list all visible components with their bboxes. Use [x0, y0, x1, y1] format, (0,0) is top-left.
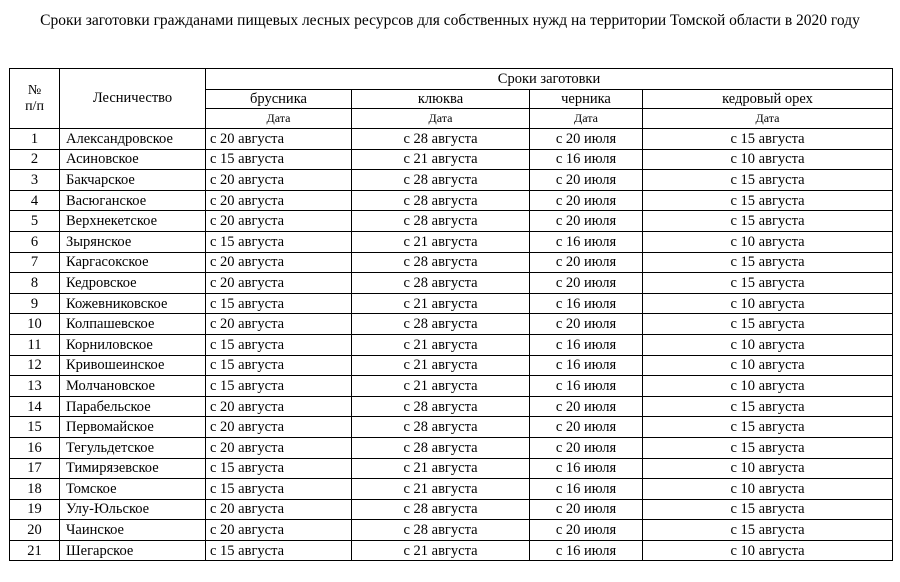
- cedar-nut-date: с 15 августа: [643, 437, 893, 458]
- cedar-nut-date: с 15 августа: [643, 170, 893, 191]
- forestry-name: Бакчарское: [60, 170, 206, 191]
- table-row: [10, 129, 893, 150]
- cranberry-date: с 28 августа: [352, 417, 530, 438]
- row-number: 14: [10, 396, 60, 417]
- cedar-nut-date: с 15 августа: [643, 252, 893, 273]
- table-row: [10, 190, 893, 211]
- cranberry-date: с 28 августа: [352, 211, 530, 232]
- row-number: 1: [10, 129, 60, 150]
- cranberry-date: с 28 августа: [352, 396, 530, 417]
- cranberry-date: с 21 августа: [352, 458, 530, 479]
- forestry-name: Александровское: [60, 129, 206, 150]
- forestry-name: Колпашевское: [60, 314, 206, 335]
- cedar-nut-date: с 15 августа: [643, 190, 893, 211]
- lingonberry-date: с 20 августа: [206, 252, 352, 273]
- table-row: [10, 479, 893, 500]
- cranberry-date: с 28 августа: [352, 499, 530, 520]
- forestry-name: Томское: [60, 479, 206, 500]
- blueberry-date: с 20 июля: [530, 314, 643, 335]
- cedar-nut-date: с 10 августа: [643, 334, 893, 355]
- table-row: [10, 437, 893, 458]
- forestry-name: Шегарское: [60, 540, 206, 561]
- blueberry-date: с 20 июля: [530, 129, 643, 150]
- row-number: 8: [10, 273, 60, 294]
- table-row: [10, 499, 893, 520]
- cedar-nut-date: с 15 августа: [643, 396, 893, 417]
- cranberry-date: с 28 августа: [352, 437, 530, 458]
- blueberry-date: с 16 июля: [530, 231, 643, 252]
- forestry-name: Молчановское: [60, 376, 206, 397]
- row-number: 20: [10, 520, 60, 541]
- row-number: 7: [10, 252, 60, 273]
- table-row: [10, 273, 893, 294]
- cedar-nut-date: с 15 августа: [643, 211, 893, 232]
- lingonberry-date: с 15 августа: [206, 334, 352, 355]
- header-number-line2: п/п: [25, 98, 44, 114]
- cedar-nut-date: с 10 августа: [643, 355, 893, 376]
- lingonberry-date: с 20 августа: [206, 273, 352, 294]
- row-number: 21: [10, 540, 60, 561]
- cranberry-date: с 28 августа: [352, 520, 530, 541]
- document-title: Сроки заготовки гражданами пищевых лесных ресурсов для собственных нужд на территории Томской области в 2020 году: [40, 12, 860, 29]
- forestry-name: Корниловское: [60, 334, 206, 355]
- cranberry-date: с 21 августа: [352, 231, 530, 252]
- blueberry-date: с 16 июля: [530, 355, 643, 376]
- blueberry-date: с 16 июля: [530, 479, 643, 500]
- blueberry-date: с 20 июля: [530, 273, 643, 294]
- cedar-nut-date: с 10 августа: [643, 149, 893, 170]
- table-row: [10, 540, 893, 561]
- row-number: 2: [10, 149, 60, 170]
- table-row: [10, 458, 893, 479]
- cedar-nut-date: с 15 августа: [643, 129, 893, 150]
- lingonberry-date: с 15 августа: [206, 479, 352, 500]
- blueberry-date: с 16 июля: [530, 540, 643, 561]
- cedar-nut-date: с 10 августа: [643, 376, 893, 397]
- cedar-nut-date: с 10 августа: [643, 231, 893, 252]
- row-number: 13: [10, 376, 60, 397]
- cranberry-date: с 28 августа: [352, 129, 530, 150]
- row-number: 4: [10, 190, 60, 211]
- cranberry-date: с 21 августа: [352, 293, 530, 314]
- cranberry-date: с 21 августа: [352, 334, 530, 355]
- cedar-nut-date: с 10 августа: [643, 293, 893, 314]
- blueberry-date: с 20 июля: [530, 396, 643, 417]
- cranberry-date: с 28 августа: [352, 252, 530, 273]
- header-cranberry: клюква: [352, 90, 530, 109]
- table-row: [10, 396, 893, 417]
- table-row: [10, 334, 893, 355]
- cedar-nut-date: с 10 августа: [643, 540, 893, 561]
- lingonberry-date: с 15 августа: [206, 355, 352, 376]
- forestry-name: Кожевниковское: [60, 293, 206, 314]
- forestry-name: Парабельское: [60, 396, 206, 417]
- cedar-nut-date: с 10 августа: [643, 458, 893, 479]
- lingonberry-date: с 20 августа: [206, 396, 352, 417]
- blueberry-date: с 20 июля: [530, 211, 643, 232]
- forestry-name: Тегульдетское: [60, 437, 206, 458]
- cranberry-date: с 21 августа: [352, 479, 530, 500]
- cedar-nut-date: с 15 августа: [643, 314, 893, 335]
- table-row: [10, 355, 893, 376]
- lingonberry-date: с 20 августа: [206, 211, 352, 232]
- table-row: [10, 170, 893, 191]
- blueberry-date: с 16 июля: [530, 293, 643, 314]
- lingonberry-date: с 20 августа: [206, 499, 352, 520]
- forestry-name: Чаинское: [60, 520, 206, 541]
- lingonberry-date: с 20 августа: [206, 520, 352, 541]
- blueberry-date: с 16 июля: [530, 376, 643, 397]
- lingonberry-date: с 20 августа: [206, 170, 352, 191]
- cedar-nut-date: с 10 августа: [643, 479, 893, 500]
- cedar-nut-date: с 15 августа: [643, 499, 893, 520]
- header-forestry: Лесничество: [60, 69, 206, 129]
- header-date: Дата: [352, 109, 530, 129]
- header-lingonberry: брусника: [206, 90, 352, 109]
- lingonberry-date: с 20 августа: [206, 437, 352, 458]
- row-number: 17: [10, 458, 60, 479]
- forestry-name: Асиновское: [60, 149, 206, 170]
- row-number: 16: [10, 437, 60, 458]
- row-number: 6: [10, 231, 60, 252]
- cranberry-date: с 28 августа: [352, 170, 530, 191]
- forestry-name: Кедровское: [60, 273, 206, 294]
- header-harvest-dates-group: Сроки заготовки: [206, 69, 893, 90]
- forestry-name: Первомайское: [60, 417, 206, 438]
- cranberry-date: с 28 августа: [352, 190, 530, 211]
- table-row: [10, 293, 893, 314]
- table-row: [10, 252, 893, 273]
- blueberry-date: с 20 июля: [530, 520, 643, 541]
- table-row: [10, 211, 893, 232]
- cranberry-date: с 21 августа: [352, 149, 530, 170]
- header-date: Дата: [530, 109, 643, 129]
- header-blueberry: черника: [530, 90, 643, 109]
- cedar-nut-date: с 15 августа: [643, 417, 893, 438]
- row-number: 19: [10, 499, 60, 520]
- row-number: 12: [10, 355, 60, 376]
- lingonberry-date: с 15 августа: [206, 458, 352, 479]
- lingonberry-date: с 15 августа: [206, 376, 352, 397]
- row-number: 3: [10, 170, 60, 191]
- cranberry-date: с 21 августа: [352, 540, 530, 561]
- lingonberry-date: с 20 августа: [206, 314, 352, 335]
- forestry-name: Васюганское: [60, 190, 206, 211]
- blueberry-date: с 20 июля: [530, 499, 643, 520]
- forestry-name: Кривошеинское: [60, 355, 206, 376]
- blueberry-date: с 20 июля: [530, 417, 643, 438]
- forestry-name: Тимирязевское: [60, 458, 206, 479]
- row-number: 18: [10, 479, 60, 500]
- header-date: Дата: [643, 109, 893, 129]
- blueberry-date: с 20 июля: [530, 170, 643, 191]
- blueberry-date: с 16 июля: [530, 458, 643, 479]
- lingonberry-date: с 20 августа: [206, 190, 352, 211]
- table-row: [10, 376, 893, 397]
- cranberry-date: с 21 августа: [352, 355, 530, 376]
- header-number-line1: №: [27, 82, 42, 98]
- forestry-name: Зырянское: [60, 231, 206, 252]
- lingonberry-date: с 15 августа: [206, 540, 352, 561]
- cedar-nut-date: с 15 августа: [643, 273, 893, 294]
- header-cedar-nut: кедровый орех: [643, 90, 893, 109]
- header-date: Дата: [206, 109, 352, 129]
- forestry-name: Верхнекетское: [60, 211, 206, 232]
- table-row: [10, 149, 893, 170]
- blueberry-date: с 16 июля: [530, 334, 643, 355]
- row-number: 9: [10, 293, 60, 314]
- lingonberry-date: с 20 августа: [206, 417, 352, 438]
- table-row: [10, 314, 893, 335]
- lingonberry-date: с 15 августа: [206, 231, 352, 252]
- cranberry-date: с 21 августа: [352, 376, 530, 397]
- blueberry-date: с 16 июля: [530, 149, 643, 170]
- table-row: [10, 231, 893, 252]
- forestry-name: Каргасокское: [60, 252, 206, 273]
- blueberry-date: с 20 июля: [530, 437, 643, 458]
- row-number: 11: [10, 334, 60, 355]
- lingonberry-date: с 15 августа: [206, 149, 352, 170]
- blueberry-date: с 20 июля: [530, 252, 643, 273]
- table-row: [10, 520, 893, 541]
- lingonberry-date: с 15 августа: [206, 293, 352, 314]
- row-number: 10: [10, 314, 60, 335]
- harvest-dates-table: [9, 68, 893, 561]
- blueberry-date: с 20 июля: [530, 190, 643, 211]
- cedar-nut-date: с 15 августа: [643, 520, 893, 541]
- cranberry-date: с 28 августа: [352, 273, 530, 294]
- cranberry-date: с 28 августа: [352, 314, 530, 335]
- forestry-name: Улу-Юльское: [60, 499, 206, 520]
- row-number: 15: [10, 417, 60, 438]
- table-row: [10, 417, 893, 438]
- header-number: [10, 69, 60, 129]
- row-number: 5: [10, 211, 60, 232]
- lingonberry-date: с 20 августа: [206, 129, 352, 150]
